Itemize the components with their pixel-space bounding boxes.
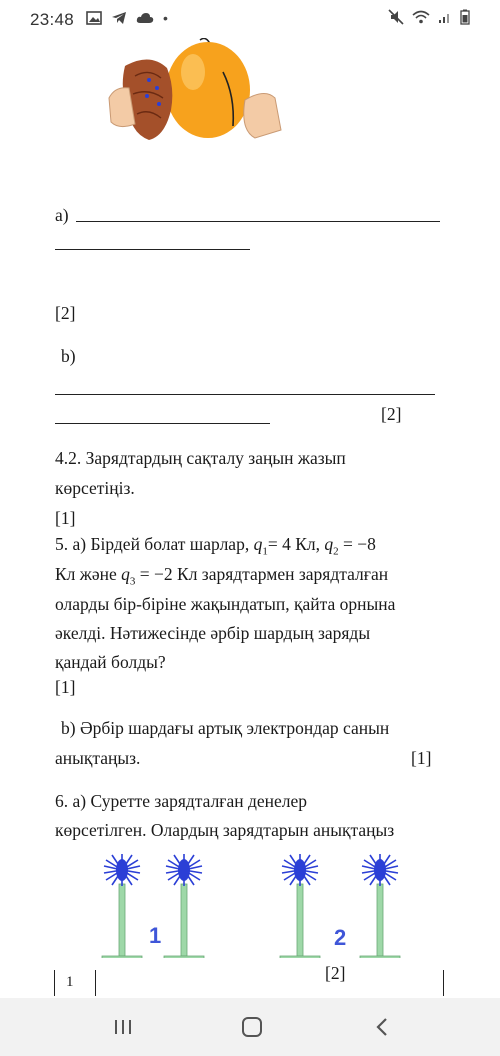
question-a-label: a) xyxy=(55,205,69,225)
question-5b-line2: анықтаңыз. xyxy=(55,748,141,768)
question-6-line1: 6. a) Суретте зарядталған денелер xyxy=(55,791,308,811)
q1-subscript: 1 xyxy=(262,545,268,558)
balloon-rubbing-illustration xyxy=(105,38,285,150)
question-6-line2: көрсетілген. Олардың зарядтарын анықтаңыз xyxy=(55,820,395,840)
question-5a-text2: Кл және xyxy=(55,564,122,584)
mark-5b: [1] xyxy=(411,748,432,768)
q2-subscript: 2 xyxy=(333,545,339,558)
figure-2-label: 2 xyxy=(334,925,347,950)
home-button[interactable] xyxy=(232,1012,272,1042)
page-border-right xyxy=(443,970,444,996)
answer-line-b1[interactable] xyxy=(55,394,435,395)
question-4-2-line2: көрсетіңіз. xyxy=(55,478,135,498)
figure-1-left-body xyxy=(102,854,142,958)
back-icon xyxy=(375,1017,389,1037)
signal-icon xyxy=(438,10,452,24)
mark-6: [2] xyxy=(325,963,346,983)
recents-icon xyxy=(113,1018,133,1036)
page-number-box xyxy=(54,970,96,996)
q2-value: = −8 xyxy=(338,534,376,554)
q1-symbol: q xyxy=(253,534,263,554)
question-5a-line1 xyxy=(55,533,376,563)
gallery-icon xyxy=(86,11,102,25)
q3-value: = −2 Кл зарядтармен зарядталған xyxy=(135,564,389,584)
question-5b-line1: b) Әрбір шардағы артық электрондар санын xyxy=(61,718,390,738)
status-dot: • xyxy=(163,10,168,26)
question-5a-line2 xyxy=(55,563,388,593)
mark-2a: [2] xyxy=(55,303,76,323)
telegram-icon xyxy=(111,11,127,25)
q1-value: = 4 Кл, xyxy=(267,534,325,554)
answer-line-a1[interactable] xyxy=(76,221,440,222)
status-time: 23:48 xyxy=(30,10,75,29)
q2-symbol: q xyxy=(324,534,334,554)
home-icon xyxy=(241,1016,263,1038)
navigation-bar xyxy=(0,998,500,1056)
charged-bodies-figure xyxy=(92,848,422,958)
question-5a-line3: оларды бір-біріне жақындатып, қайта орнына xyxy=(55,594,396,614)
wifi-icon xyxy=(412,10,430,24)
figure-2-left-body xyxy=(280,854,320,958)
mark-4-2: [1] xyxy=(55,508,76,528)
figure-1-label: 1 xyxy=(149,923,162,948)
status-bar xyxy=(0,0,500,38)
figure-1-right-body xyxy=(164,854,204,958)
worksheet-page xyxy=(0,38,500,998)
question-5a-line5: қандай болды? xyxy=(55,652,166,672)
mute-icon xyxy=(388,9,404,25)
q3-symbol: q xyxy=(121,564,130,584)
answer-line-a2[interactable] xyxy=(55,249,250,250)
question-5a-text: 5. a) Бірдей болат шарлар, xyxy=(55,534,254,554)
question-5a-line4: әкелді. Нәтижесінде әрбір шардың заряды xyxy=(55,623,371,643)
battery-icon xyxy=(460,9,470,25)
mark-2b: [2] xyxy=(381,404,402,424)
back-button[interactable] xyxy=(362,1012,402,1042)
cloud-icon xyxy=(136,12,154,24)
figure-2-right-body xyxy=(360,854,400,958)
status-right-icons xyxy=(388,9,470,25)
recents-button[interactable] xyxy=(103,1012,143,1042)
question-b-label: b) xyxy=(61,346,76,366)
q3-subscript: 3 xyxy=(129,575,136,588)
question-4-2-line1: 4.2. Зарядтардың сақталу заңын жазып xyxy=(55,448,346,468)
mark-5a: [1] xyxy=(55,677,76,697)
status-left-icons xyxy=(86,10,168,26)
answer-line-b2[interactable] xyxy=(55,423,270,424)
page-number: 1 xyxy=(66,974,74,990)
